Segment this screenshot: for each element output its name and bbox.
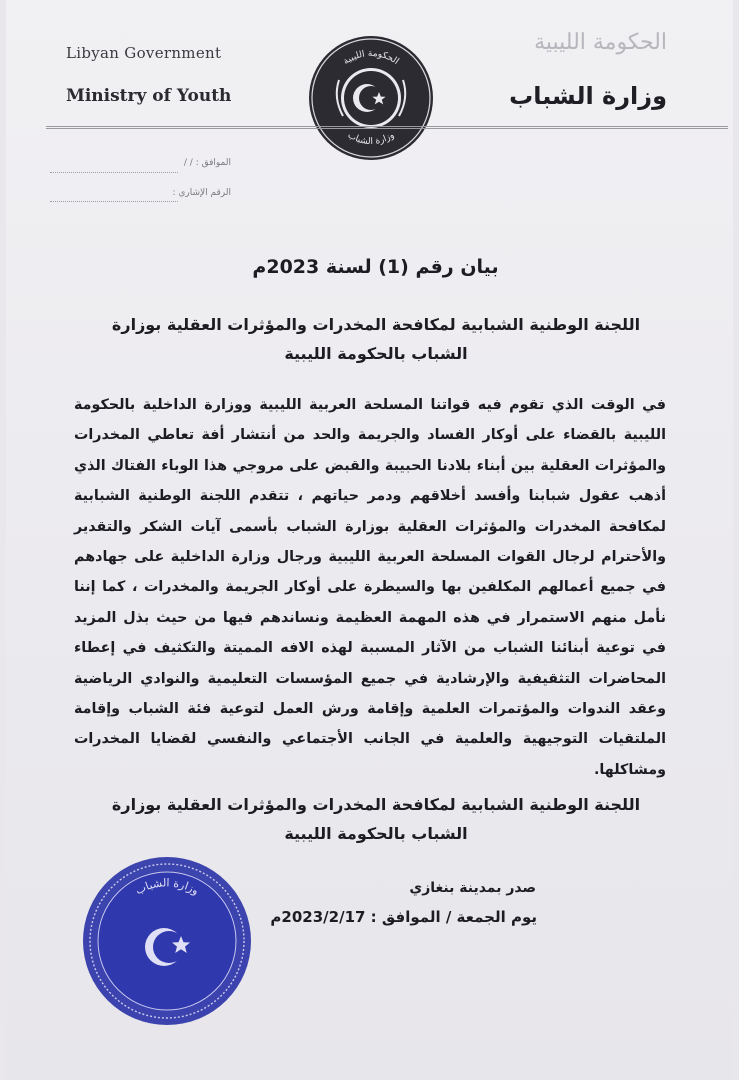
- signature-line1: اللجنة الوطنية الشبابية لمكافحة المخدرات والمؤثرات العقلية بوزارة: [111, 795, 641, 814]
- header-divider: [46, 126, 728, 129]
- letter-page: [6, 0, 733, 1080]
- ministry-emblem-icon: [307, 34, 435, 162]
- date-label: الموافق : / /: [183, 158, 231, 168]
- official-stamp-icon: [76, 850, 258, 1032]
- issued-location: صدر بمدينة بنغازي: [409, 880, 536, 896]
- issue-date: يوم الجمعة / الموافق : 2023/2/17م: [270, 908, 537, 926]
- reference-field-line: [50, 201, 178, 202]
- date-field-line: [50, 172, 178, 173]
- committee-heading-line1: اللجنة الوطنية الشبابية لمكافحة المخدرات والمؤثرات العقلية بوزارة: [111, 315, 641, 334]
- ministry-name-ar: وزارة الشباب: [509, 82, 667, 110]
- gov-name-en: Libyan Government: [66, 44, 222, 62]
- statement-body: في الوقت الذي تقوم فيه قواتنا المسلحة العربية الليبية ووزارة الداخلية بالحكومة الليبية بالقضاء على أوكار الفساد والجريمة والحد من أنتشار أفة تعاطي المخدرات والمؤثرات العقلية بين أبناء بلادنا الحبيبة والقبض على مروجي هذا الوباء الفتاك الذي أذهب عقول شبابنا وأفسد أخلاقهم ودمر حياتهم ، تتقدم اللجنة الوطنية الشبابية لمكافحة المخدرات والمؤثرات العقلية بوزارة الشباب بأسمى آيات الشكر والتقدير والأحترام لرجال القوات المسلحة العربية الليبية ورجال وزارة الداخلية على جهادهم في جميع أعمالهم المكلفين بها والسيطرة على أوكار الجريمة والمخدرات ، كما إننا نأمل منهم الاستمرار في هذه المهمة العظيمة ونساندهم فيها من حيث بذل المزيد في توعية أبنائنا الشباب من الآثار المسببة لهذه الافه المميتة والتكثيف في إعطاء المحاضرات التثقيفية والإرشادية في جميع المؤسسات التعليمية والنوادي الرياضية وعقد الندوات والمؤتمرات العلمية وإقامة ورش العمل لتوعية فئة الشباب وإقامة الملتقيات التوجيهية والعلمية في الجانب الأجتماعي والنفسي لقضايا المخدرات ومشاكلها.: [74, 397, 666, 778]
- committee-heading: [76, 310, 676, 368]
- signature-block: [76, 790, 676, 848]
- committee-heading-line2: الشباب بالحكومة الليبية: [284, 344, 468, 363]
- reference-label: الرقم الإشاري :: [172, 188, 231, 198]
- signature-line2: الشباب بالحكومة الليبية: [284, 824, 468, 843]
- emblem-bottom-text: وزارة الشباب: [345, 130, 397, 148]
- ministry-name-en: Ministry of Youth: [66, 86, 232, 106]
- stamp-text: وزارة الشباب: [133, 876, 202, 898]
- gov-name-ar: الحكومة الليبية: [534, 30, 667, 55]
- statement-title: بيان رقم (1) لسنة 2023م: [252, 256, 499, 278]
- emblem-top-text: الحكومة الليبية: [341, 48, 401, 67]
